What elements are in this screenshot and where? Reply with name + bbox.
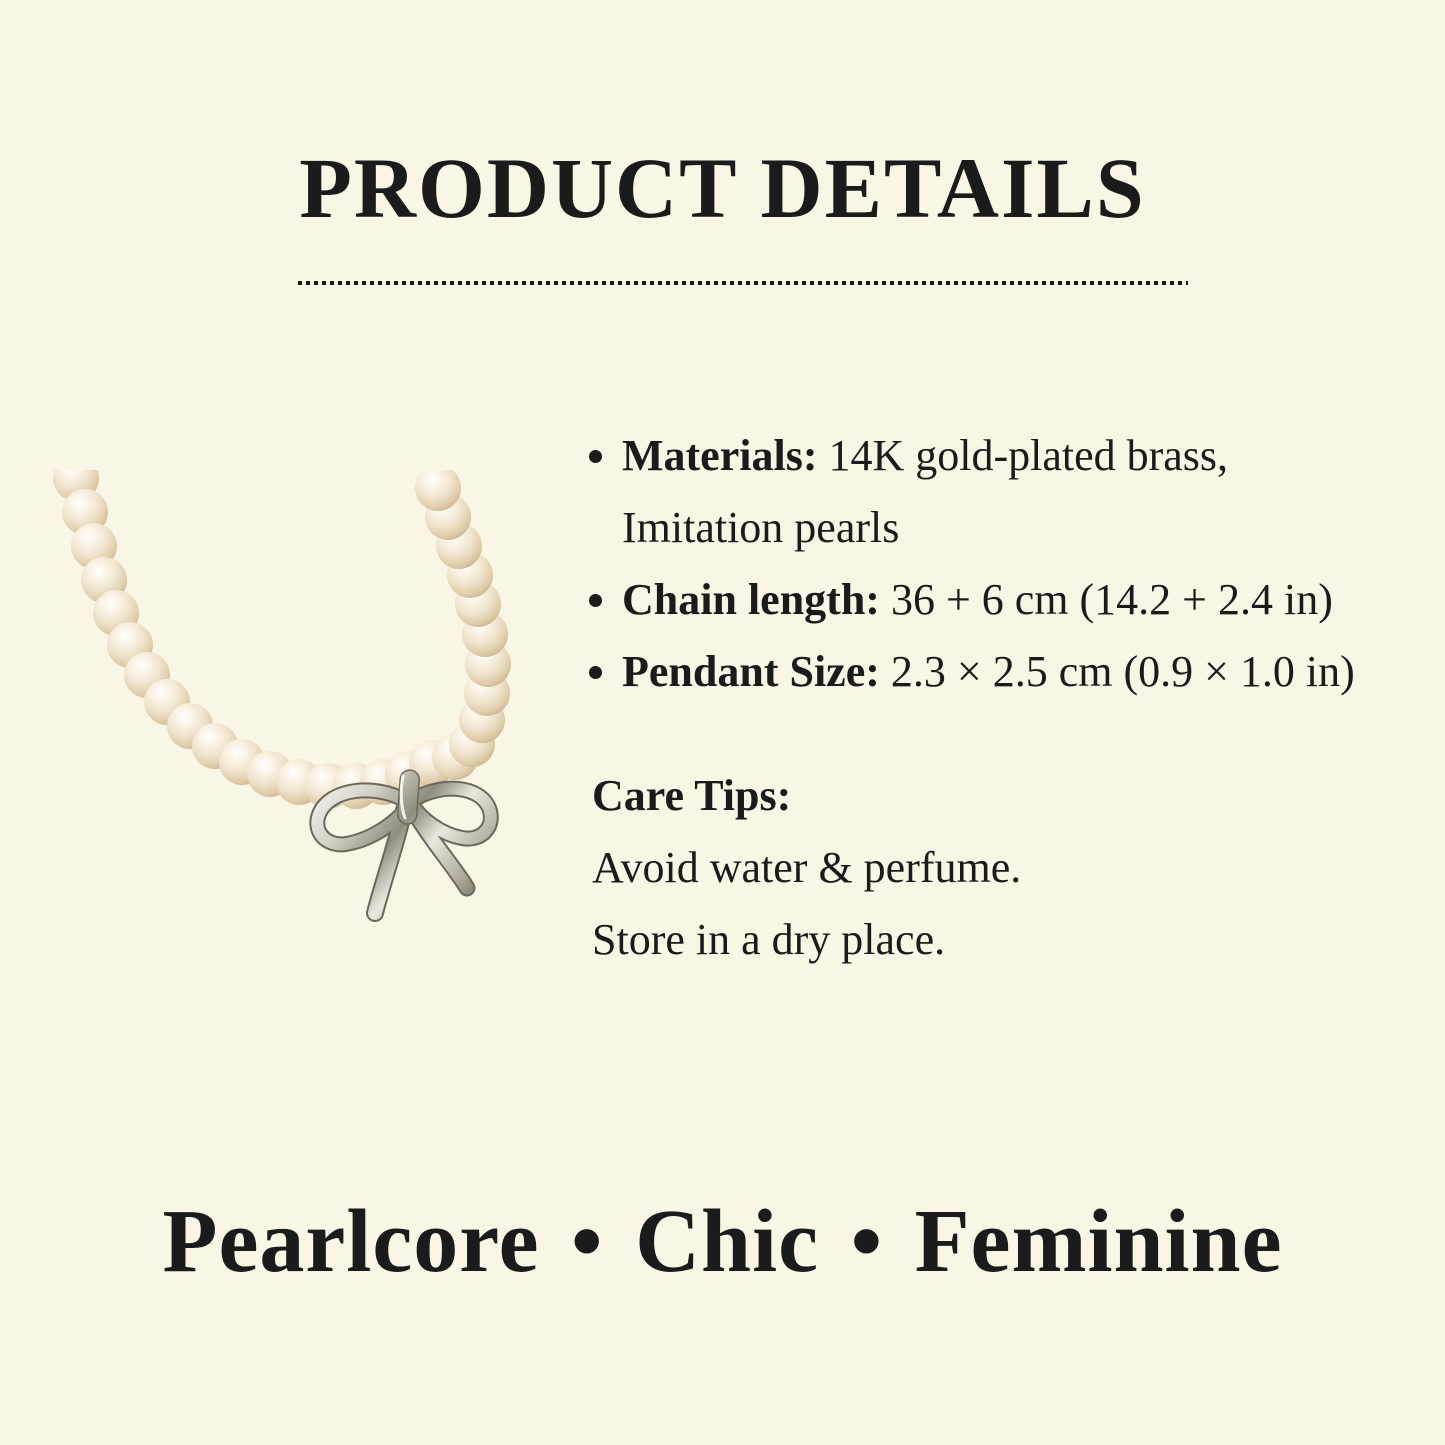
spec-list [592,420,1427,708]
detail-value: 36 + 6 cm (14.2 + 2.4 in) [890,575,1333,624]
detail-label: Materials: [622,431,818,480]
bow-pendant [317,769,490,913]
care-tips-line-1: Avoid water & perfume. [592,843,1022,892]
care-tips-heading: Care Tips: [592,771,792,820]
tagline: Pearlcore • Chic • Feminine [162,1192,1283,1291]
detail-item-materials [622,420,1427,564]
detail-item-chain-length [622,564,1427,636]
detail-label: Pendant Size: [622,647,880,696]
product-image [30,470,590,995]
detail-item-pendant-size [622,636,1427,708]
detail-value: 2.3 × 2.5 cm (0.9 × 1.0 in) [890,647,1355,696]
detail-value: 14K gold-plated brass, [828,431,1229,480]
pearl-strand [53,470,511,809]
detail-label: Chain length: [622,575,880,624]
details-list [592,420,1427,976]
care-tips [592,760,1427,976]
page-title: PRODUCT DETAILS [299,140,1146,236]
dotted-divider [298,281,1188,285]
care-tips-line-2: Store in a dry place. [592,915,946,964]
detail-value-line2: Imitation pearls [622,503,900,552]
